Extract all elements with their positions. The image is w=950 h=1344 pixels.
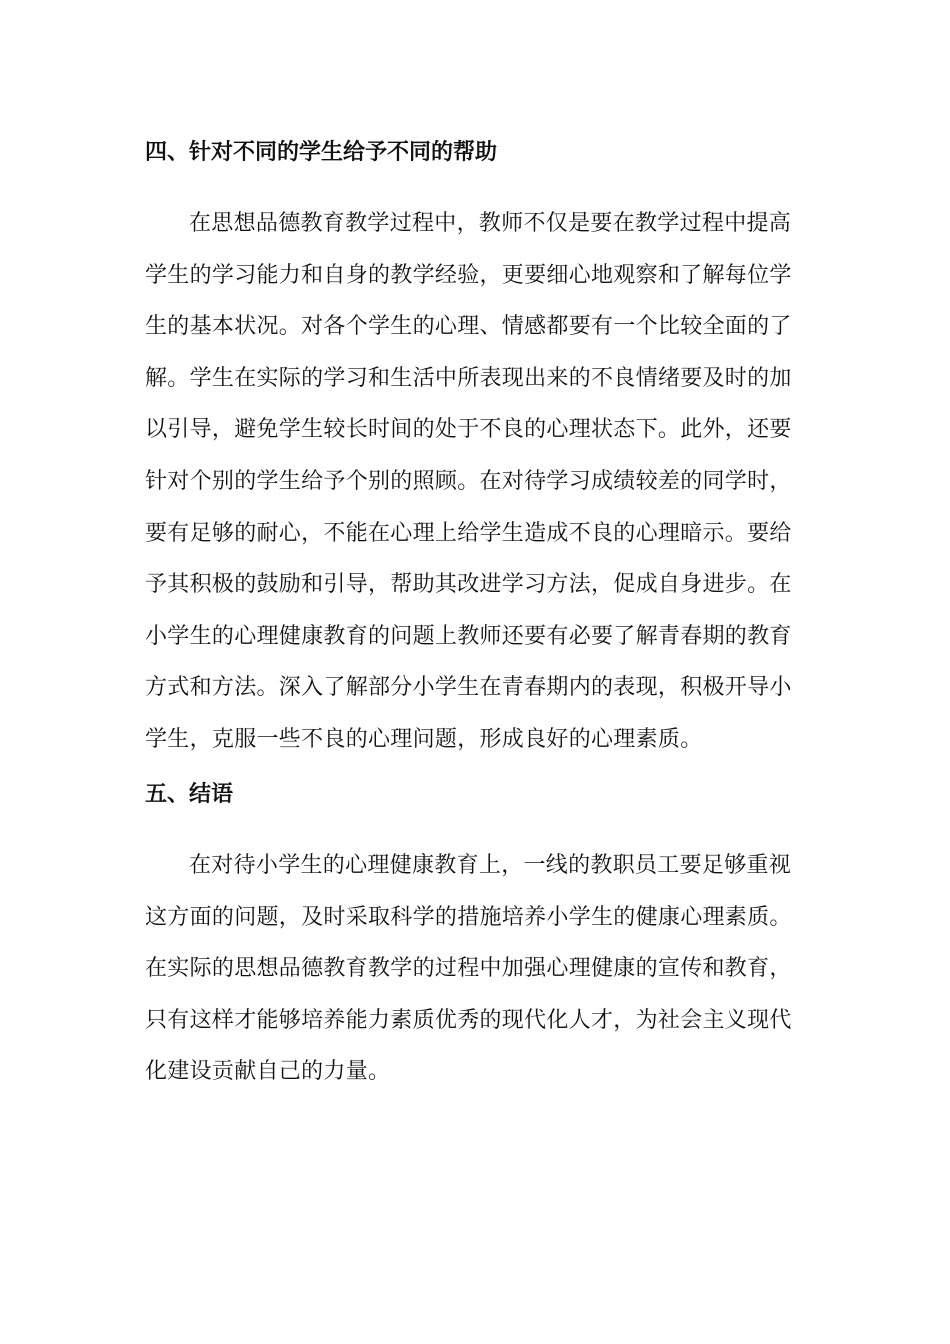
section-4-paragraph <box>145 205 797 773</box>
section-5-paragraph <box>145 847 797 1105</box>
paragraph-line: 以引导，避免学生较长时间的处于不良的心理状态下。此外，还要 <box>145 417 792 443</box>
section-heading-4: 四、针对不同的学生给予不同的帮助 <box>145 139 498 165</box>
paragraph-line: 学生的学习能力和自身的教学经验，更要细心地观察和了解每位学 <box>145 262 792 288</box>
paragraph-line: 方式和方法。深入了解部分小学生在青春期内的表现，积极开导小 <box>145 675 792 701</box>
paragraph-line: 在对待小学生的心理健康教育上，一线的教职员工要足够重视 <box>189 853 792 878</box>
paragraph-line: 在思想品德教育教学过程中，教师不仅是要在教学过程中提高 <box>189 211 792 236</box>
paragraph-line: 予其积极的鼓励和引导，帮助其改进学习方法，促成自身进步。在 <box>145 572 792 598</box>
paragraph-line: 解。学生在实际的学习和生活中所表现出来的不良情绪要及时的加 <box>145 365 792 391</box>
paragraph-line: 小学生的心理健康教育的问题上教师还要有必要了解青春期的教育 <box>145 623 792 649</box>
paragraph-line: 要有足够的耐心，不能在心理上给学生造成不良的心理暗示。要给 <box>145 520 792 546</box>
section-heading-5: 五、结语 <box>145 781 234 807</box>
paragraph-line: 学生，克服一些不良的心理问题，形成良好的心理素质。 <box>145 726 703 752</box>
paragraph-line: 在实际的思想品德教育教学的过程中加强心理健康的宣传和教育， <box>145 956 792 982</box>
paragraph-line: 生的基本状况。对各个学生的心理、情感都要有一个比较全面的了 <box>145 314 792 340</box>
paragraph-line: 这方面的问题，及时采取科学的措施培养小学生的健康心理素质。 <box>145 904 792 930</box>
paragraph-line: 针对个别的学生给予个别的照顾。在对待学习成绩较差的同学时， <box>145 468 792 494</box>
paragraph-line: 化建设贡献自己的力量。 <box>145 1059 391 1085</box>
paragraph-line: 只有这样才能够培养能力素质优秀的现代化人才，为社会主义现代 <box>145 1007 792 1033</box>
